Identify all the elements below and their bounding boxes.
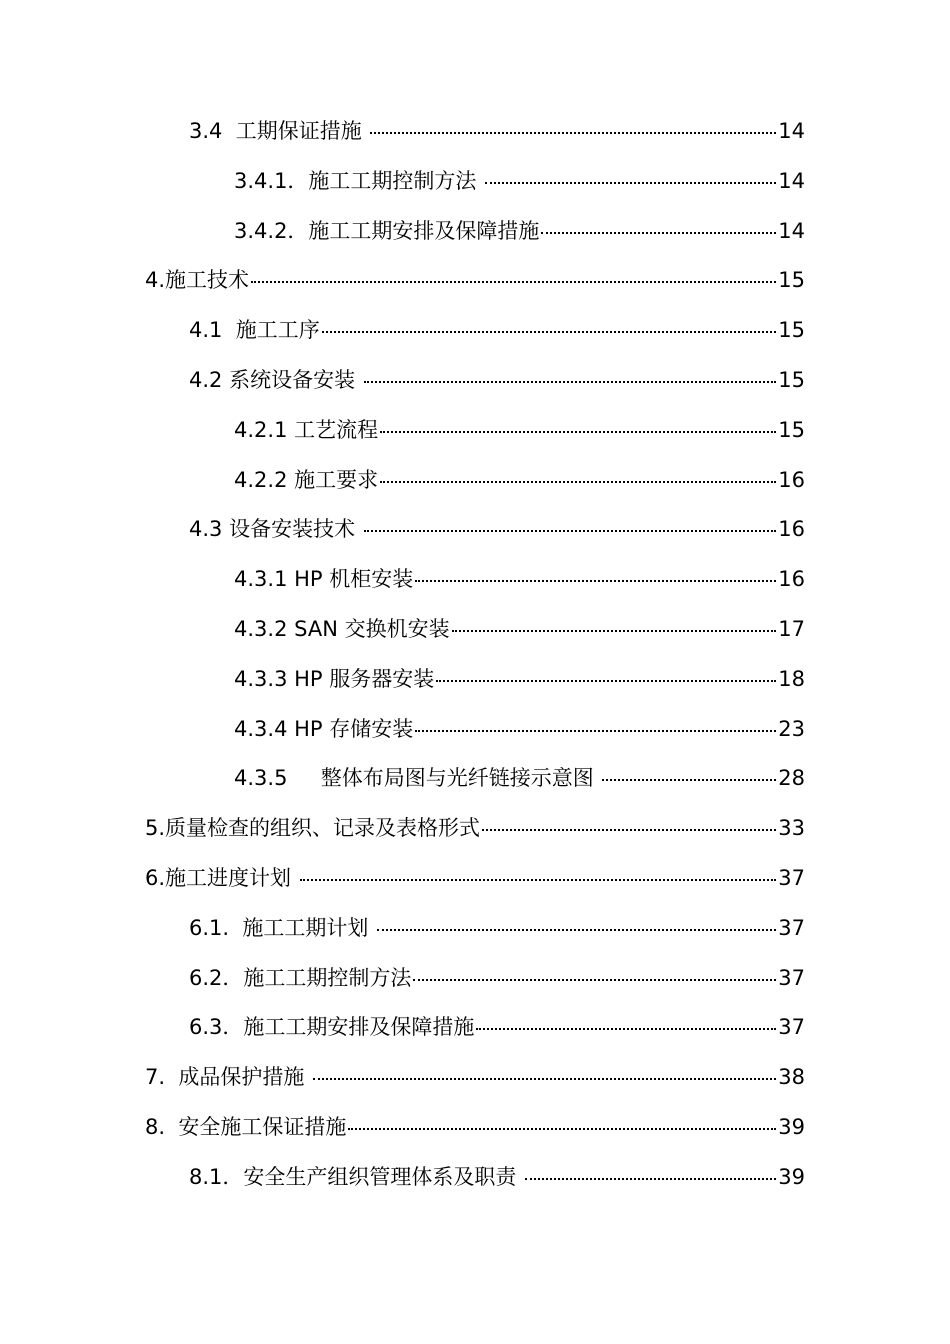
toc-entry-line bbox=[189, 367, 805, 393]
toc-entry-line bbox=[145, 1114, 805, 1140]
toc-dot-leader bbox=[436, 680, 776, 682]
toc-dot-leader bbox=[364, 530, 777, 532]
toc-entry-line bbox=[234, 467, 805, 493]
toc-entry-line bbox=[234, 417, 805, 443]
toc-entry-title: 4.1 施工工序 bbox=[189, 318, 320, 343]
toc-page-number: 16 bbox=[778, 467, 805, 492]
toc-page-number: 15 bbox=[778, 318, 805, 343]
toc-entry-title: 3.4.2．施工工期安排及保障措施 bbox=[234, 218, 540, 243]
toc-dot-leader bbox=[485, 182, 776, 184]
toc-entry-title: 4.3.1 HP 机柜安装 bbox=[234, 567, 414, 592]
toc-entry[interactable] bbox=[0, 455, 950, 505]
toc-page-number: 14 bbox=[778, 218, 805, 243]
toc-entry-title: 6.1. 施工工期计划 bbox=[189, 915, 376, 940]
toc-entry-title: 4.3 设备安装技术 bbox=[189, 517, 362, 542]
toc-entry[interactable] bbox=[0, 1102, 950, 1152]
toc-dot-leader bbox=[482, 829, 776, 831]
toc-dot-leader bbox=[370, 132, 776, 134]
toc-entry[interactable] bbox=[0, 554, 950, 604]
toc-page-number: 33 bbox=[778, 816, 805, 841]
toc-dot-leader bbox=[377, 929, 776, 931]
toc-entry-title: 4.2 系统设备安装 bbox=[189, 367, 362, 392]
toc-entry-line bbox=[234, 666, 805, 692]
toc-entry-line bbox=[234, 168, 805, 194]
toc-entry-line bbox=[234, 716, 805, 742]
toc-entry-line bbox=[234, 566, 805, 592]
toc-dot-leader bbox=[380, 431, 776, 433]
toc-page-number: 16 bbox=[778, 517, 805, 542]
toc-entry-title: 8.1．安全生产组织管理体系及职责 bbox=[189, 1164, 524, 1189]
toc-dot-leader bbox=[602, 779, 776, 781]
toc-entry[interactable] bbox=[0, 1002, 950, 1052]
toc-entry[interactable] bbox=[0, 206, 950, 256]
toc-dot-leader bbox=[452, 630, 777, 632]
toc-entry-line bbox=[234, 218, 805, 244]
toc-entry-line bbox=[189, 915, 805, 941]
toc-entry-title: 4.3.3 HP 服务器安装 bbox=[234, 666, 435, 691]
toc-entry[interactable] bbox=[0, 156, 950, 206]
toc-dot-leader bbox=[415, 580, 776, 582]
toc-entry-line bbox=[145, 1064, 805, 1090]
toc-dot-leader bbox=[476, 1028, 776, 1030]
toc-dot-leader bbox=[313, 1078, 776, 1080]
toc-entry-line bbox=[234, 765, 805, 791]
toc-entry[interactable] bbox=[0, 1052, 950, 1102]
toc-entry-line bbox=[234, 616, 805, 642]
toc-entry-title: 8. 安全施工保证措施 bbox=[145, 1114, 347, 1139]
toc-entry[interactable] bbox=[0, 704, 950, 754]
toc-entry[interactable] bbox=[0, 654, 950, 704]
toc-entry-title: 3.4 工期保证措施 bbox=[189, 119, 369, 143]
toc-entry[interactable] bbox=[0, 953, 950, 1003]
toc-dot-leader bbox=[380, 481, 776, 483]
toc-entry-title: 4.3.4 HP 存储安装 bbox=[234, 716, 414, 741]
toc-page-number: 37 bbox=[778, 965, 805, 990]
toc-page-number: 18 bbox=[778, 666, 805, 691]
toc-page-number: 15 bbox=[778, 367, 805, 392]
toc-page-number: 16 bbox=[778, 567, 805, 592]
toc-page-number: 37 bbox=[778, 1015, 805, 1040]
toc-entry[interactable] bbox=[0, 1152, 950, 1202]
toc-entry-line bbox=[189, 317, 805, 343]
toc-page-number: 14 bbox=[778, 119, 805, 143]
toc-entry-title: 5.质量检查的组织、记录及表格形式 bbox=[145, 816, 481, 841]
toc-page-number: 28 bbox=[778, 766, 805, 791]
toc-entry[interactable] bbox=[0, 305, 950, 355]
toc-page-number: 37 bbox=[778, 865, 805, 890]
toc-entry-title: 4.2.2 施工要求 bbox=[234, 467, 379, 492]
toc-entry-line bbox=[145, 815, 805, 841]
toc-dot-leader bbox=[413, 979, 776, 981]
toc-page-number: 15 bbox=[778, 417, 805, 442]
toc-entry-title: 3.4.1．施工工期控制方法 bbox=[234, 168, 484, 193]
toc-dot-leader bbox=[364, 381, 777, 383]
toc-page-number: 15 bbox=[778, 268, 805, 293]
toc-entry-title: 4.3.5 整体布局图与光纤链接示意图 bbox=[234, 766, 601, 791]
toc-entry[interactable] bbox=[0, 504, 950, 554]
toc-entry-line bbox=[189, 1164, 805, 1190]
toc-dot-leader bbox=[300, 879, 777, 881]
toc-page-number: 39 bbox=[778, 1114, 805, 1139]
toc-entry-title: 6.施工进度计划 bbox=[145, 865, 298, 890]
toc-entry-line bbox=[145, 267, 805, 293]
toc-entry-line bbox=[145, 865, 805, 891]
toc-entry[interactable] bbox=[0, 753, 950, 803]
toc-dot-leader bbox=[525, 1178, 776, 1180]
toc-page-number: 17 bbox=[778, 616, 805, 641]
toc-entry-title: 4.2.1 工艺流程 bbox=[234, 417, 379, 442]
toc-entry[interactable] bbox=[0, 355, 950, 405]
toc-page-number: 23 bbox=[778, 716, 805, 741]
toc-entry[interactable] bbox=[0, 405, 950, 455]
toc-entry-line bbox=[189, 118, 805, 144]
toc-entry[interactable] bbox=[0, 604, 950, 654]
toc-page-number: 39 bbox=[778, 1164, 805, 1189]
toc-entry-line bbox=[189, 1014, 805, 1040]
toc-dot-leader bbox=[251, 281, 776, 283]
toc-entry-title: 6.2．施工工期控制方法 bbox=[189, 965, 412, 990]
toc-entry[interactable] bbox=[0, 106, 950, 156]
toc-page-number: 38 bbox=[778, 1065, 805, 1090]
toc-entry-title: 4.3.2 SAN 交换机安装 bbox=[234, 616, 450, 641]
toc-dot-leader bbox=[541, 232, 776, 234]
toc-dot-leader bbox=[348, 1128, 776, 1130]
toc-entry[interactable] bbox=[0, 903, 950, 953]
toc-dot-leader bbox=[415, 730, 776, 732]
table-of-contents bbox=[0, 106, 950, 1202]
toc-entry-title: 7. 成品保护措施 bbox=[145, 1065, 312, 1090]
toc-entry-line bbox=[189, 516, 805, 542]
toc-entry-title: 6.3．施工工期安排及保障措施 bbox=[189, 1015, 475, 1040]
toc-entry-line bbox=[189, 965, 805, 991]
toc-dot-leader bbox=[322, 331, 777, 333]
toc-page-number: 14 bbox=[778, 168, 805, 193]
toc-entry[interactable] bbox=[0, 803, 950, 853]
toc-entry-title: 4.施工技术 bbox=[145, 268, 250, 293]
toc-page-number: 37 bbox=[778, 915, 805, 940]
toc-entry[interactable] bbox=[0, 255, 950, 305]
toc-entry[interactable] bbox=[0, 853, 950, 903]
